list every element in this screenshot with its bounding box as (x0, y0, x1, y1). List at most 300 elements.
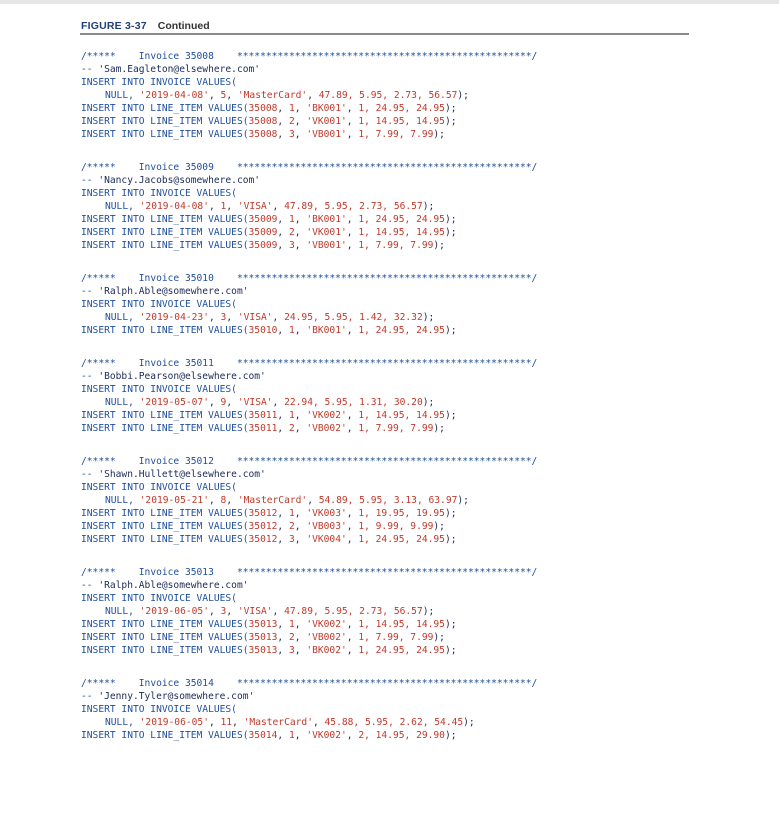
product-code: 'VB002' (306, 423, 347, 434)
line-number: 2 (288, 521, 295, 532)
separator: , (208, 201, 221, 212)
invoice-id-comment: Invoice 35014 (138, 678, 214, 689)
invoice-id-comment: Invoice 35008 (138, 51, 214, 62)
null-keyword: NULL, (105, 90, 140, 101)
insert-invoice-line (81, 383, 691, 396)
insert-line-item-keyword: INSERT INTO LINE_ITEM VALUES( (81, 423, 249, 434)
figure-caption: Continued (157, 20, 210, 32)
invoice-date: '2019-04-08' (139, 201, 209, 212)
product-code: 'VB003' (306, 521, 347, 532)
close-paren: ); (444, 619, 457, 630)
invoice-block (81, 357, 691, 435)
line-amounts: 1, 24.95, 24.95 (358, 214, 445, 225)
close-paren: ); (457, 495, 469, 506)
email-comment-line (81, 468, 691, 481)
invoice-block (81, 161, 691, 252)
product-code: 'VK001' (306, 116, 347, 127)
spacer (214, 51, 237, 62)
close-paren: ); (422, 312, 435, 323)
comment-dash: -- (81, 580, 99, 591)
line-number: 2 (288, 116, 295, 127)
separator: , (272, 312, 285, 323)
separator: , (277, 619, 289, 630)
separator: , (277, 521, 289, 532)
separator: , (346, 619, 359, 630)
separator: , (294, 410, 307, 421)
invoice-amounts: 54.89, 5.95, 3.13, 63.97 (318, 495, 458, 506)
separator: , (208, 312, 221, 323)
customer-id: 5 (220, 90, 227, 101)
invoice-number: 35012 (248, 521, 278, 532)
email-comment-line (81, 63, 691, 76)
invoice-number: 35009 (248, 227, 278, 238)
separator: , (226, 495, 238, 506)
line-amounts: 1, 7.99, 7.99 (358, 129, 434, 140)
email-comment-line (81, 579, 691, 592)
invoice-id-comment: Invoice 35013 (138, 567, 214, 578)
separator: , (346, 103, 359, 114)
close-paren: ); (433, 521, 445, 532)
comment-stars: ***************************************************/ (236, 162, 538, 173)
invoice-date: '2019-05-07' (139, 397, 209, 408)
insert-line-item-line (81, 115, 691, 128)
comment-open: /***** (81, 51, 139, 62)
close-paren: ); (444, 214, 457, 225)
line-amounts: 1, 14.95, 14.95 (358, 410, 445, 421)
invoice-date: '2019-04-08' (139, 90, 209, 101)
insert-invoice-keyword: INSERT INTO INVOICE VALUES( (81, 384, 237, 395)
product-code: 'VB001' (306, 240, 347, 251)
insert-invoice-keyword: INSERT INTO INVOICE VALUES( (81, 77, 237, 88)
line-amounts: 1, 7.99, 7.99 (358, 423, 434, 434)
separator: , (208, 606, 221, 617)
separator: , (208, 495, 221, 506)
close-paren: ); (444, 730, 457, 741)
insert-line-item-keyword: INSERT INTO LINE_ITEM VALUES( (81, 632, 249, 643)
separator: , (294, 521, 307, 532)
invoice-id-comment: Invoice 35009 (138, 162, 214, 173)
invoice-amounts: 47.89, 5.95, 2.73, 56.57 (284, 606, 423, 617)
invoice-number: 35008 (248, 129, 278, 140)
product-code: 'VK001' (306, 227, 347, 238)
line-number: 3 (288, 240, 295, 251)
line-amounts: 1, 19.95, 19.95 (358, 508, 445, 519)
invoice-id-comment: Invoice 35010 (138, 273, 214, 284)
product-code: 'VK002' (306, 410, 347, 421)
invoice-values-line (81, 605, 691, 618)
payment-type: 'VISA' (237, 201, 273, 212)
line-amounts: 1, 14.95, 14.95 (358, 619, 445, 630)
spacer (214, 567, 237, 578)
separator: , (277, 214, 289, 225)
separator: , (277, 730, 289, 741)
email-comment-line (81, 174, 691, 187)
insert-invoice-keyword: INSERT INTO INVOICE VALUES( (81, 593, 237, 604)
separator: , (346, 645, 359, 656)
invoice-values-line (81, 494, 691, 507)
insert-line-item-line (81, 507, 691, 520)
line-number: 2 (288, 227, 295, 238)
insert-invoice-keyword: INSERT INTO INVOICE VALUES( (81, 299, 237, 310)
customer-id: 1 (220, 201, 227, 212)
line-number: 1 (288, 103, 295, 114)
line-amounts: 1, 7.99, 7.99 (358, 240, 434, 251)
comment-open: /***** (81, 273, 139, 284)
close-paren: ); (444, 325, 457, 336)
close-paren: ); (433, 423, 445, 434)
separator: , (346, 410, 359, 421)
customer-id: 3 (220, 606, 227, 617)
close-paren: ); (463, 717, 475, 728)
separator: , (294, 129, 307, 140)
invoice-date: '2019-06-05' (139, 606, 209, 617)
separator: , (272, 201, 285, 212)
invoice-number: 35013 (248, 619, 278, 630)
line-amounts: 1, 9.99, 9.99 (358, 521, 434, 532)
customer-email: 'Ralph.Able@somewhere.com' (98, 580, 249, 591)
insert-line-item-keyword: INSERT INTO LINE_ITEM VALUES( (81, 508, 249, 519)
separator: , (312, 717, 325, 728)
comment-stars: ***************************************************/ (236, 273, 538, 284)
separator: , (226, 90, 238, 101)
comment-open: /***** (81, 358, 139, 369)
insert-line-item-line (81, 102, 691, 115)
comment-open: /***** (81, 567, 139, 578)
invoice-block (81, 272, 691, 337)
insert-line-item-line (81, 324, 691, 337)
separator: , (226, 312, 238, 323)
payment-type: 'VISA' (237, 312, 273, 323)
null-keyword: NULL, (105, 312, 140, 323)
separator: , (226, 606, 238, 617)
insert-line-item-line (81, 729, 691, 742)
insert-invoice-line (81, 592, 691, 605)
close-paren: ); (433, 632, 445, 643)
insert-line-item-keyword: INSERT INTO LINE_ITEM VALUES( (81, 521, 249, 532)
separator: , (346, 129, 359, 140)
spacer (214, 162, 237, 173)
payment-type: 'VISA' (237, 397, 273, 408)
comment-header-line (81, 50, 691, 63)
separator: , (232, 717, 244, 728)
null-keyword: NULL, (105, 201, 140, 212)
invoice-amounts: 47.89, 5.95, 2.73, 56.57 (284, 201, 423, 212)
separator: , (277, 423, 289, 434)
insert-invoice-line (81, 481, 691, 494)
spacer (214, 358, 237, 369)
null-keyword: NULL, (105, 397, 140, 408)
invoice-number: 35008 (248, 103, 278, 114)
separator: , (346, 632, 359, 643)
line-number: 2 (288, 632, 295, 643)
line-amounts: 1, 24.95, 24.95 (358, 645, 445, 656)
insert-line-item-line (81, 226, 691, 239)
invoice-values-line (81, 89, 691, 102)
invoice-block (81, 50, 691, 141)
line-number: 1 (288, 730, 295, 741)
product-code: 'VB002' (306, 632, 347, 643)
insert-invoice-line (81, 703, 691, 716)
insert-invoice-line (81, 298, 691, 311)
separator: , (277, 508, 289, 519)
invoice-date: '2019-04-23' (139, 312, 209, 323)
separator: , (208, 397, 221, 408)
payment-type: 'MasterCard' (243, 717, 313, 728)
product-code: 'BK001' (306, 103, 347, 114)
invoice-values-line (81, 396, 691, 409)
invoice-number: 35013 (248, 632, 278, 643)
invoice-id-comment: Invoice 35011 (138, 358, 214, 369)
figure-rule (80, 33, 689, 35)
separator: , (277, 116, 289, 127)
spacer (214, 456, 237, 467)
invoice-date: '2019-05-21' (139, 495, 209, 506)
spacer (214, 678, 237, 689)
invoice-number: 35012 (248, 534, 278, 545)
comment-open: /***** (81, 456, 139, 467)
separator: , (294, 116, 307, 127)
separator: , (277, 240, 289, 251)
insert-line-item-line (81, 520, 691, 533)
separator: , (294, 645, 307, 656)
comment-header-line (81, 455, 691, 468)
insert-line-item-keyword: INSERT INTO LINE_ITEM VALUES( (81, 227, 249, 238)
close-paren: ); (444, 227, 457, 238)
insert-line-item-keyword: INSERT INTO LINE_ITEM VALUES( (81, 129, 249, 140)
comment-stars: ***************************************************/ (236, 51, 538, 62)
product-code: 'BK002' (306, 645, 347, 656)
separator: , (294, 103, 307, 114)
insert-line-item-keyword: INSERT INTO LINE_ITEM VALUES( (81, 240, 249, 251)
email-comment-line (81, 285, 691, 298)
separator: , (277, 632, 289, 643)
comment-header-line (81, 677, 691, 690)
invoice-amounts: 24.95, 5.95, 1.42, 32.32 (284, 312, 423, 323)
invoice-values-line (81, 716, 691, 729)
invoice-block (81, 566, 691, 657)
separator: , (346, 423, 359, 434)
separator: , (226, 397, 238, 408)
insert-line-item-line (81, 128, 691, 141)
separator: , (346, 240, 359, 251)
sql-code-listing (81, 50, 691, 762)
comment-stars: ***************************************************/ (236, 567, 538, 578)
line-amounts: 1, 24.95, 24.95 (358, 103, 445, 114)
null-keyword: NULL, (105, 495, 140, 506)
comment-header-line (81, 357, 691, 370)
page-top-bar (0, 0, 779, 4)
comment-dash: -- (81, 691, 99, 702)
line-number: 3 (288, 129, 295, 140)
comment-dash: -- (81, 286, 99, 297)
separator: , (277, 410, 289, 421)
product-code: 'VK002' (306, 619, 347, 630)
comment-header-line (81, 272, 691, 285)
customer-email: 'Sam.Eagleton@elsewhere.com' (98, 64, 261, 75)
invoice-amounts: 45.88, 5.95, 2.62, 54.45 (324, 717, 464, 728)
invoice-number: 35008 (248, 116, 278, 127)
customer-id: 3 (220, 312, 227, 323)
invoice-amounts: 22.94, 5.95, 1.31, 30.20 (284, 397, 423, 408)
null-keyword: NULL, (105, 717, 140, 728)
separator: , (272, 606, 285, 617)
close-paren: ); (444, 410, 457, 421)
separator: , (277, 534, 289, 545)
insert-line-item-keyword: INSERT INTO LINE_ITEM VALUES( (81, 325, 249, 336)
invoice-values-line (81, 200, 691, 213)
line-number: 3 (288, 645, 295, 656)
separator: , (346, 116, 359, 127)
invoice-number: 35010 (248, 325, 278, 336)
separator: , (294, 508, 307, 519)
separator: , (294, 423, 307, 434)
comment-stars: ***************************************************/ (236, 678, 538, 689)
customer-id: 8 (220, 495, 227, 506)
separator: , (294, 325, 307, 336)
separator: , (294, 619, 307, 630)
line-amounts: 1, 24.95, 24.95 (358, 534, 445, 545)
insert-invoice-keyword: INSERT INTO INVOICE VALUES( (81, 188, 237, 199)
close-paren: ); (422, 201, 435, 212)
insert-invoice-keyword: INSERT INTO INVOICE VALUES( (81, 704, 237, 715)
separator: , (208, 717, 221, 728)
line-number: 1 (288, 619, 295, 630)
line-amounts: 1, 24.95, 24.95 (358, 325, 445, 336)
product-code: 'VK002' (306, 730, 347, 741)
insert-line-item-line (81, 409, 691, 422)
separator: , (346, 325, 359, 336)
insert-invoice-line (81, 76, 691, 89)
line-amounts: 1, 7.99, 7.99 (358, 632, 434, 643)
invoice-block (81, 455, 691, 546)
insert-line-item-keyword: INSERT INTO LINE_ITEM VALUES( (81, 645, 249, 656)
customer-id: 9 (220, 397, 227, 408)
insert-line-item-line (81, 533, 691, 546)
insert-line-item-keyword: INSERT INTO LINE_ITEM VALUES( (81, 730, 249, 741)
product-code: 'BK001' (306, 325, 347, 336)
comment-dash: -- (81, 175, 99, 186)
insert-line-item-line (81, 213, 691, 226)
separator: , (346, 227, 359, 238)
comment-dash: -- (81, 371, 99, 382)
close-paren: ); (422, 606, 435, 617)
email-comment-line (81, 690, 691, 703)
close-paren: ); (444, 116, 457, 127)
comment-open: /***** (81, 678, 139, 689)
separator: , (277, 103, 289, 114)
invoice-number: 35009 (248, 214, 278, 225)
product-code: 'BK001' (306, 214, 347, 225)
payment-type: 'MasterCard' (237, 495, 308, 506)
customer-email: 'Ralph.Able@somewhere.com' (98, 286, 249, 297)
separator: , (346, 508, 359, 519)
line-amounts: 1, 14.95, 14.95 (358, 116, 445, 127)
close-paren: ); (444, 103, 457, 114)
close-paren: ); (433, 240, 445, 251)
close-paren: ); (433, 129, 445, 140)
insert-line-item-keyword: INSERT INTO LINE_ITEM VALUES( (81, 619, 249, 630)
line-number: 1 (288, 325, 295, 336)
insert-line-item-keyword: INSERT INTO LINE_ITEM VALUES( (81, 534, 249, 545)
invoice-number: 35013 (248, 645, 278, 656)
invoice-number: 35009 (248, 240, 278, 251)
line-number: 2 (288, 423, 295, 434)
close-paren: ); (444, 645, 457, 656)
customer-id: 11 (220, 717, 233, 728)
comment-header-line (81, 161, 691, 174)
invoice-amounts: 47.89, 5.95, 2.73, 56.57 (318, 90, 458, 101)
close-paren: ); (444, 534, 457, 545)
separator: , (294, 632, 307, 643)
separator: , (346, 534, 359, 545)
separator: , (277, 129, 289, 140)
line-number: 3 (288, 534, 295, 545)
line-number: 1 (288, 508, 295, 519)
figure-heading (81, 20, 210, 32)
separator: , (307, 90, 319, 101)
line-number: 1 (288, 214, 295, 225)
insert-line-item-line (81, 618, 691, 631)
customer-email: 'Jenny.Tyler@somewhere.com' (98, 691, 255, 702)
customer-email: 'Bobbi.Pearson@elsewhere.com' (98, 371, 266, 382)
insert-line-item-line (81, 631, 691, 644)
insert-invoice-keyword: INSERT INTO INVOICE VALUES( (81, 482, 237, 493)
invoice-number: 35012 (248, 508, 278, 519)
invoice-block (81, 677, 691, 742)
insert-line-item-line (81, 239, 691, 252)
separator: , (307, 495, 319, 506)
invoice-values-line (81, 311, 691, 324)
comment-dash: -- (81, 469, 99, 480)
line-number: 1 (288, 410, 295, 421)
figure-number: FIGURE 3-37 (81, 20, 147, 32)
close-paren: ); (444, 508, 457, 519)
insert-line-item-keyword: INSERT INTO LINE_ITEM VALUES( (81, 410, 249, 421)
comment-stars: ***************************************************/ (236, 456, 538, 467)
customer-email: 'Shawn.Hullett@elsewhere.com' (98, 469, 266, 480)
separator: , (294, 730, 307, 741)
separator: , (277, 645, 289, 656)
separator: , (277, 325, 289, 336)
comment-stars: ***************************************************/ (236, 358, 538, 369)
separator: , (346, 521, 359, 532)
insert-invoice-line (81, 187, 691, 200)
insert-line-item-line (81, 422, 691, 435)
close-paren: ); (422, 397, 435, 408)
null-keyword: NULL, (105, 606, 140, 617)
payment-type: 'MasterCard' (237, 90, 308, 101)
email-comment-line (81, 370, 691, 383)
insert-line-item-line (81, 644, 691, 657)
insert-line-item-keyword: INSERT INTO LINE_ITEM VALUES( (81, 103, 249, 114)
comment-open: /***** (81, 162, 139, 173)
separator: , (272, 397, 285, 408)
separator: , (294, 240, 307, 251)
invoice-id-comment: Invoice 35012 (138, 456, 214, 467)
separator: , (208, 90, 221, 101)
comment-dash: -- (81, 64, 99, 75)
customer-email: 'Nancy.Jacobs@somewhere.com' (98, 175, 261, 186)
separator: , (294, 227, 307, 238)
separator: , (294, 214, 307, 225)
insert-line-item-keyword: INSERT INTO LINE_ITEM VALUES( (81, 116, 249, 127)
invoice-date: '2019-06-05' (139, 717, 209, 728)
separator: , (346, 730, 359, 741)
product-code: 'VK003' (306, 508, 347, 519)
separator: , (346, 214, 359, 225)
invoice-number: 35011 (248, 410, 278, 421)
close-paren: ); (457, 90, 469, 101)
